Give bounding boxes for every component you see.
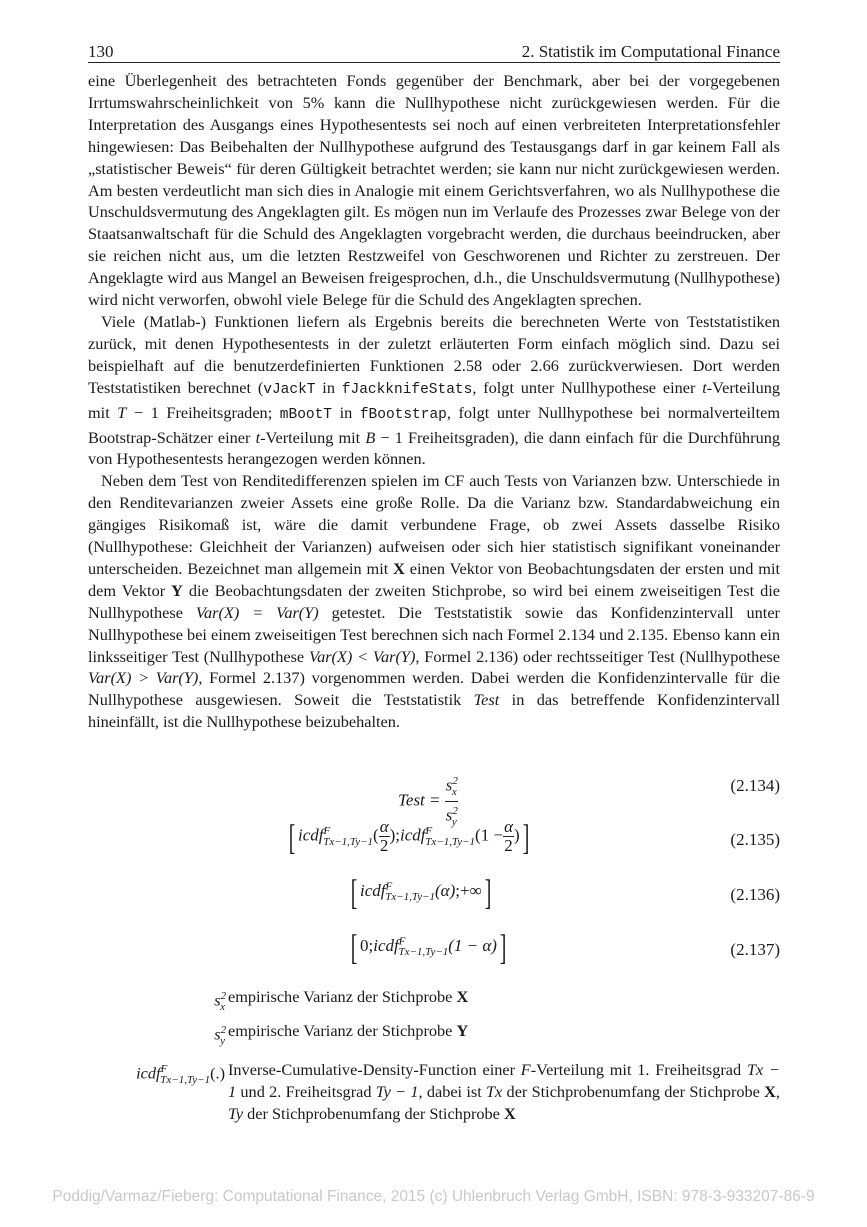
text: in bbox=[315, 377, 342, 397]
math-ty-minus-1: Ty − 1 bbox=[375, 1081, 419, 1101]
text: − 1 Freiheitsgraden; bbox=[126, 402, 280, 422]
text: getestet. Die Teststatistik sowie das Konfidenzintervall unter Nullhypothese bei einem zweiseitigen Test berechnen sich nach Formel 2.134 und 2.135. Ebenso kann ein linksseitiger Test (Nullhypothese bbox=[88, 602, 780, 666]
legend-symbol bbox=[214, 1020, 225, 1053]
math-T: T bbox=[117, 402, 127, 422]
sup: F bbox=[398, 935, 406, 948]
numerator: s bbox=[445, 775, 453, 795]
bracket: [ bbox=[288, 816, 296, 857]
vector-y: Y bbox=[171, 580, 183, 600]
text: , dabei ist bbox=[418, 1081, 486, 1101]
argument: (α) bbox=[435, 880, 456, 900]
text: der Stichprobenumfang der Stichprobe bbox=[243, 1103, 504, 1123]
vector-x: X bbox=[456, 987, 469, 1006]
text: die Beobachtungsdaten der zweiten Stichprobe, so wird bei einem zweiseitigen Test die Nullhypothese bbox=[88, 580, 780, 622]
text: empirische Varianz der Stichprobe bbox=[228, 987, 457, 1006]
sup: 2 bbox=[452, 775, 458, 787]
equation-2-135 bbox=[88, 818, 780, 864]
function-name: icdf bbox=[373, 935, 399, 955]
symbol: icdf bbox=[136, 1063, 161, 1083]
numerator: α bbox=[504, 817, 513, 836]
paragraph-1: eine Überlegenheit des betrachteten Fonds gegenüber der Benchmark, aber bei der vorgegebenen Irrtumswahrscheinlichkeit von 5% kann die Nullhypothese nicht zurückgewiesen werden. Für die Interpretation des Ausgangs eines Hypothesentests sei noch auf einen verbreiteten Interpretationsfehler hingewiesen: Das Beibehalten der Nullhypothese aufgrund des Testausgangs darf in gar keinem Fall als „statistischer Beweis“ für deren Gültigkeit betrachtet werden; sie kann nur nicht zurückgewiesen werden. Am besten verdeutlicht man sich dies in Analogie mit einem Gerichtsverfahren, wo als Nullhypothese die Unschuldsvermutung des Angeklagten gilt. Es mögen nun im Verlaufe des Prozesses zwar Belege von der Staatsanwaltschaft für die Schuld des Angeklagten vorgebracht werden, die durchaus beeindrucken, aber sie reichen nicht aus, um die letzten Restzweifel von Geschworenen und Richter zu zerstreuen. Der Angeklagte wird aus Mangel an Beweisen freigesprochen, d.h., die Unschuldsvermutung (Nullhypothese) wird nicht verworfen, obwohl viele Belege für die Schuld des Angeklagten sprechen. bbox=[88, 71, 780, 310]
equation-lhs: Test = bbox=[398, 790, 441, 810]
sup: F bbox=[425, 824, 433, 837]
upper-bound: +∞ bbox=[460, 880, 482, 900]
text: , bbox=[775, 1081, 780, 1101]
code-vjackt: vJackT bbox=[263, 381, 316, 398]
sup: 2 bbox=[452, 805, 458, 818]
sup: F bbox=[323, 824, 331, 837]
denominator: 2 bbox=[504, 836, 513, 855]
hypothesis-equal: Var(X) = Var(Y) bbox=[195, 602, 319, 622]
bracket: ] bbox=[522, 816, 529, 857]
math-t: t bbox=[702, 377, 707, 397]
legend-description bbox=[228, 1059, 780, 1125]
text: , folgt unter Nullhypothese bei normalverteiltem Bootstrap-Schätzer einer bbox=[88, 402, 780, 447]
sub: y bbox=[220, 1034, 225, 1047]
code-fbootstrap: fBootstrap bbox=[359, 406, 447, 423]
text: einen Vektor von Beobachtungsdaten der ersten und mit dem Vektor bbox=[88, 558, 780, 600]
symbol: s bbox=[214, 990, 221, 1010]
math-t: t bbox=[255, 427, 261, 447]
sub: x bbox=[220, 1000, 225, 1013]
sup: 2 bbox=[220, 990, 227, 1002]
text: in das betreffende Konfidenzintervall hineinfällt, ist die Nullhypothese beizubehalten. bbox=[88, 690, 780, 732]
function-name: icdf bbox=[400, 825, 426, 845]
separator: ; bbox=[455, 880, 460, 900]
text: -Verteilung mit bbox=[260, 427, 366, 447]
denominator: s bbox=[445, 805, 453, 825]
text: Viele (Matlab-) Funktionen liefern als Ergebnis bereits die berechneten Werte von Teststatistiken zurück, mit denen Hypothesentests in der zuletzt erläuterten Form einfach möglich sind. Dazu sei beispielhaft auf die benutzerdefinierten Funktionen 2.58 oder 2.66 zurückverwiesen. Dort werden Teststatistiken berechnet ( bbox=[88, 311, 780, 397]
numerator: α bbox=[379, 817, 389, 836]
paragraph-3 bbox=[88, 470, 780, 733]
separator: ; bbox=[395, 825, 401, 845]
chapter-title: 2. Statistik im Computational Finance bbox=[521, 42, 780, 61]
equation-number: (2.137) bbox=[730, 940, 780, 959]
legend-symbol bbox=[136, 1059, 225, 1092]
fraction bbox=[379, 818, 390, 855]
equation-body: [ icdf$^F_{Tx-1,Ty-1}$( $\frac{\alpha}{2}$ );icdf$^F_{Tx-1,Ty-1}$(1 − $\frac{\alpha}{2}$ )] bbox=[288, 816, 529, 857]
vector-x: X bbox=[393, 558, 405, 578]
running-header bbox=[88, 40, 780, 63]
sub: Tx−1,Ty−1 bbox=[323, 835, 374, 848]
legend-item bbox=[88, 986, 780, 1013]
legend-item bbox=[88, 1020, 780, 1047]
math-B: B bbox=[365, 427, 376, 447]
text: Inverse-Cumulative-Density-Function einer bbox=[228, 1060, 521, 1079]
text: , folgt unter Nullhypothese einer bbox=[472, 377, 703, 397]
paragraph-2 bbox=[88, 311, 780, 470]
equation-body bbox=[348, 927, 509, 967]
vector-x: X bbox=[764, 1081, 776, 1101]
text: empirische Varianz der Stichprobe bbox=[228, 1021, 457, 1040]
function-name: icdf bbox=[360, 880, 386, 900]
sub: Tx−1,Ty−1 bbox=[160, 1073, 211, 1086]
legend-description bbox=[228, 1020, 780, 1042]
sup: F bbox=[385, 880, 393, 893]
text: Neben dem Test von Renditedifferenzen spielen im CF auch Tests von Varianzen bzw. Unterschiede in den Renditevarianzen zweier Assets eine große Rolle. Da die Varianz bzw. Standardabweichung ein gängiges Risikomaß ist, wäre die damit verbundene Frage, ob zwei Assets dasselbe Risiko (Nullhypothese: Gleichheit der Varianzen) aufweisen oder sich hier statistisch signifikant voneinander unterscheiden. Bezeichnet man allgemein mit bbox=[88, 471, 780, 578]
equation-2-136 bbox=[88, 872, 780, 915]
function-name: icdf bbox=[298, 825, 324, 845]
text: in bbox=[332, 402, 360, 422]
code-mboott: mBootT bbox=[279, 406, 333, 423]
sub: y bbox=[451, 816, 457, 829]
symbol: s bbox=[214, 1024, 221, 1044]
math-F: F bbox=[520, 1060, 531, 1079]
fraction bbox=[503, 818, 514, 855]
equation-number: (2.135) bbox=[730, 830, 780, 849]
text: der Stichprobenumfang der Stichprobe bbox=[502, 1081, 765, 1101]
text: und 2. Freiheitsgrad bbox=[236, 1081, 376, 1101]
text: , Formel 2.136) oder rechtsseitiger Test (Nullhypothese bbox=[415, 646, 780, 666]
equation-2-137 bbox=[88, 927, 780, 970]
sub: Tx−1,Ty−1 bbox=[398, 946, 449, 959]
hypothesis-greater: Var(X) > Var(Y) bbox=[88, 668, 199, 688]
legend-description bbox=[228, 986, 780, 1008]
page-number: 130 bbox=[88, 42, 114, 61]
lower-bound: 0 bbox=[360, 935, 369, 955]
text: − 1 Freiheitsgraden), die dann einfach für die Durchführung von Hypothesentests herangezogen werden können. bbox=[88, 427, 781, 469]
vector-y: Y bbox=[456, 1021, 469, 1040]
argument: (.) bbox=[210, 1063, 225, 1083]
legend-symbol bbox=[214, 986, 225, 1019]
equation-body bbox=[348, 872, 494, 912]
sub: Tx−1,Ty−1 bbox=[385, 891, 436, 904]
text: -Verteilung mit bbox=[88, 377, 780, 422]
equation-number: (2.136) bbox=[730, 885, 780, 904]
argument: (1 − α) bbox=[448, 935, 497, 955]
copyright-footer: Poddig/Varmaz/Fieberg: Computational Finance, 2015 (c) Uhlenbruch Verlag GmbH, ISBN: 978-3-933207-86-9 bbox=[52, 1188, 815, 1205]
sup: 2 bbox=[220, 1024, 227, 1036]
bracket: [ bbox=[350, 927, 358, 967]
math-tx: Tx bbox=[486, 1081, 503, 1101]
denominator: 2 bbox=[379, 836, 389, 855]
bracket: [ bbox=[350, 872, 358, 912]
page bbox=[88, 40, 780, 733]
legend-item bbox=[88, 1059, 780, 1129]
equation-2-134 bbox=[88, 760, 780, 829]
text: , Formel 2.137) vorgenommen werden. Dabei werden die Konfidenzintervalle für die Nullhypothese ausgewiesen. Soweit die Teststatistik bbox=[88, 668, 780, 710]
bracket: ] bbox=[499, 927, 507, 967]
code-fjackknifestats: fJackknifeStats bbox=[341, 381, 473, 398]
vector-x: X bbox=[503, 1103, 516, 1123]
separator: ; bbox=[368, 935, 374, 955]
sub: Tx−1,Ty−1 bbox=[425, 835, 476, 848]
sub: x bbox=[451, 786, 457, 799]
math-ty: Ty bbox=[228, 1103, 244, 1123]
prefix: 1 − bbox=[480, 825, 504, 845]
bracket: ] bbox=[484, 872, 492, 912]
equation-number: (2.134) bbox=[730, 776, 780, 795]
math-tx-minus-1: Tx − 1 bbox=[228, 1060, 781, 1101]
math-test: Test bbox=[473, 690, 500, 710]
body-text bbox=[88, 70, 780, 733]
sup: F bbox=[160, 1063, 168, 1075]
text: -Verteilung mit 1. Freiheitsgrad bbox=[530, 1060, 747, 1079]
hypothesis-less: Var(X) < Var(Y) bbox=[308, 646, 416, 666]
